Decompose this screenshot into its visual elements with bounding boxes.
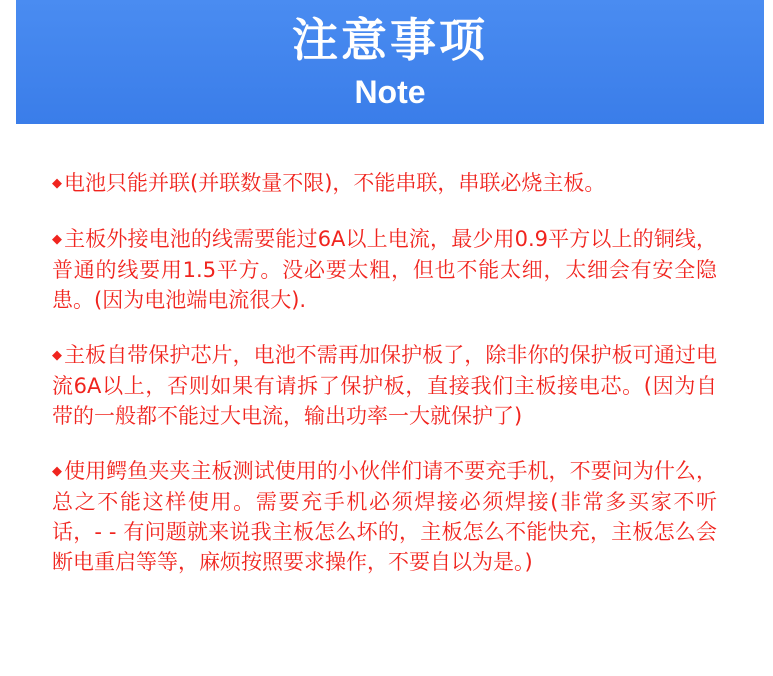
note-item	[52, 224, 717, 315]
note-item	[52, 456, 717, 577]
note-text: 主板自带保护芯片，电池不需再加保护板了，除非你的保护板可通过电流6A以上，否则如果有请拆了保护板，直接我们主板接电芯。(因为自 带的一般都不能过大电流，输出功率一大就保护了)	[52, 343, 717, 428]
page-subtitle: Note	[354, 74, 426, 110]
diamond-bullet-icon: ◆	[52, 348, 63, 363]
diamond-bullet-icon: ◆	[52, 232, 63, 247]
note-item	[52, 340, 717, 431]
note-item	[52, 168, 717, 199]
page-title: 注意事项	[292, 13, 488, 67]
diamond-bullet-icon: ◆	[52, 464, 63, 479]
notes-list	[52, 168, 717, 577]
note-text: 电池只能并联(并联数量不限)，不能串联，串联必烧主板。	[64, 171, 606, 195]
title-banner	[16, 0, 764, 124]
note-text: 主板外接电池的线需要能过6A以上电流，最少用0.9平方以上的铜线，普通的线要用1.5平方。没必要太粗，但也不能太细，太细会有安全隐患。(因为电池端电流很大).	[52, 227, 718, 312]
note-text: 使用鳄鱼夹夹主板测试使用的小伙伴们请不要充手机，不要问为什么，总之不能这样使用。需要充手机必须焊接必须焊接(非常多买家不听话，- - 有问题就来说我主板怎么坏的，主板怎么不能快充，主板怎么会断电重启等等，麻烦按照要求操作，不要自以为是。)	[52, 459, 717, 574]
diamond-bullet-icon: ◆	[52, 176, 62, 191]
